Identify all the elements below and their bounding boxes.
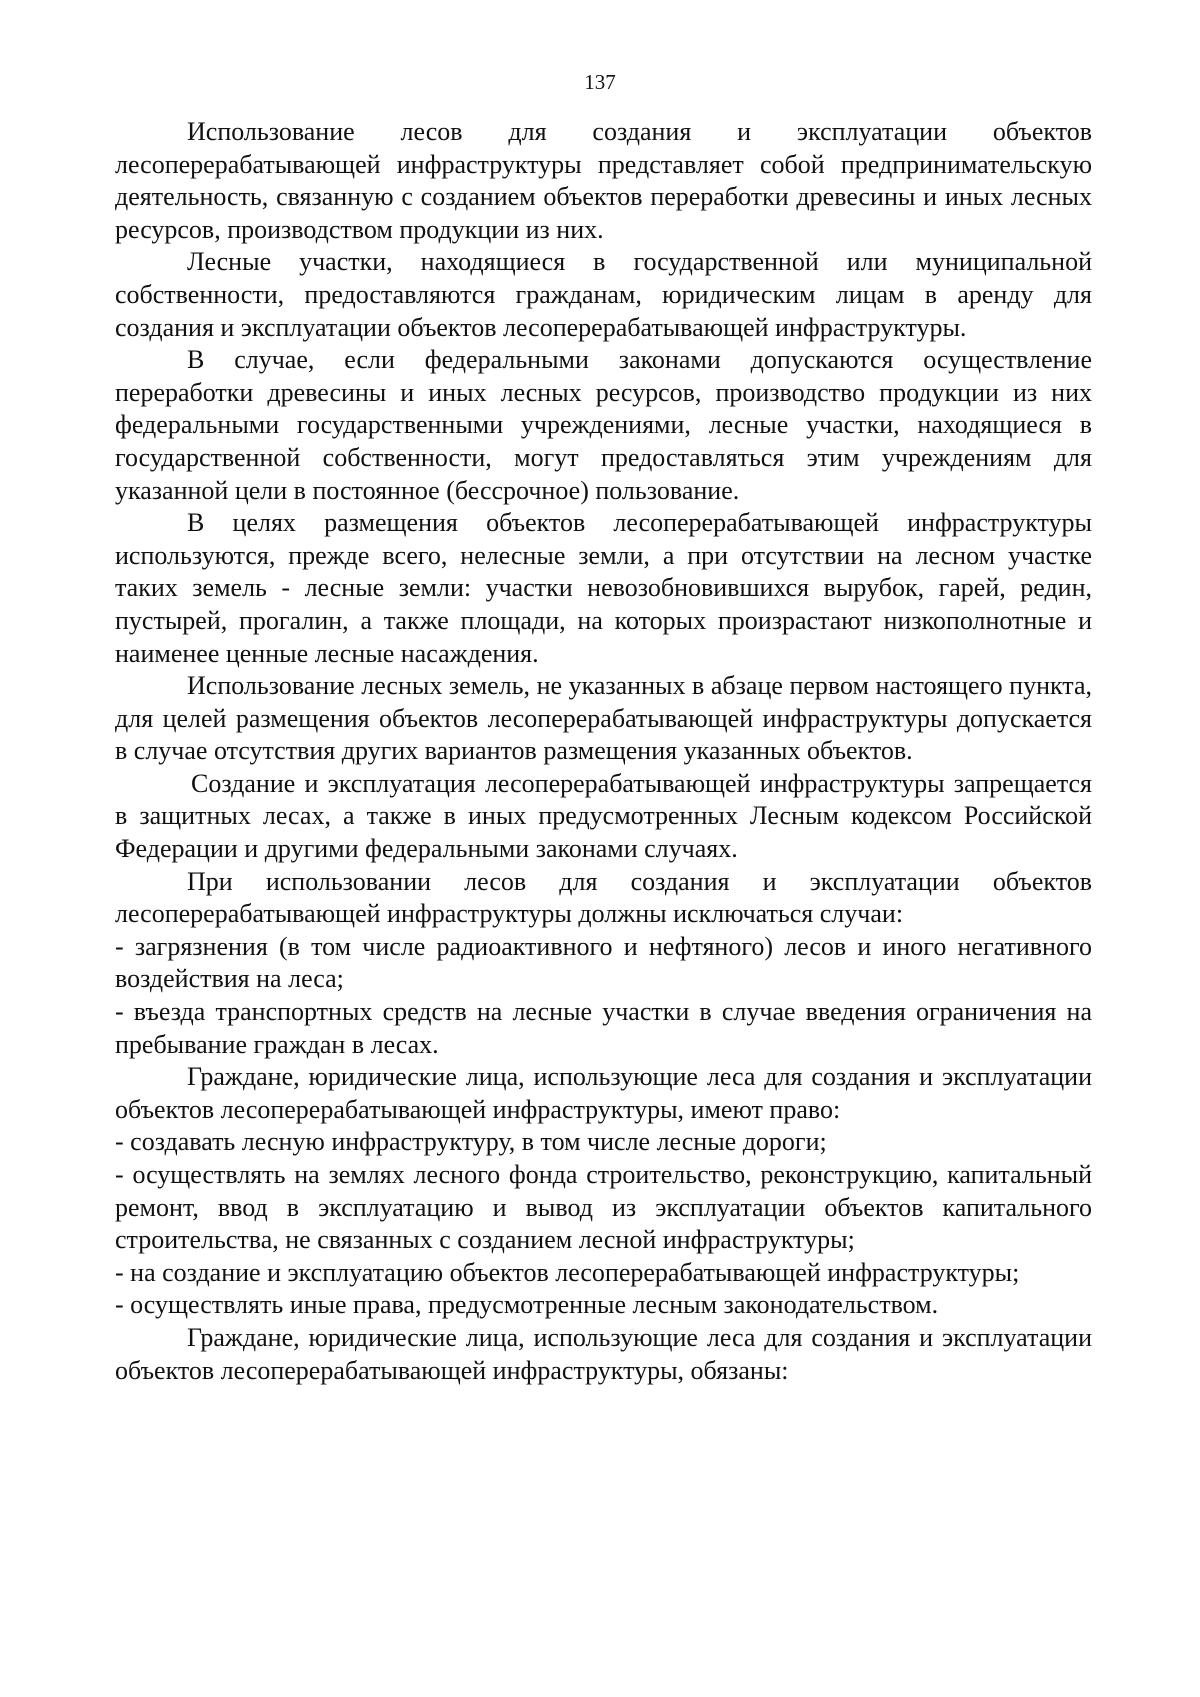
paragraph-obligations: Граждане, юридические лица, использующие леса для создания и эксплуатации объектов лесоперерабатывающей инфраструктуры, обязаны: (115, 1322, 1092, 1385)
paragraph-7: При использовании лесов для создания и эксплуатации объектов лесоперерабатывающей инфраструктуры должны исключаться случаи: (115, 866, 1092, 929)
paragraph-2: Лесные участки, находящиеся в государственной или муниципальной собственности, предоставляются гражданам, юридическим лицам в аренду для создания и эксплуатации объектов лесоперерабатывающей инфраструктуры. (115, 247, 1092, 342)
paragraph-6: Создание и эксплуатация лесоперерабатывающей инфраструктуры запрещается в защитных лесах, а также в иных предусмотренных Лесным кодексом Российской Федерации и другими федеральными законами случаях. (115, 768, 1092, 864)
paragraph-rights: Граждане, юридические лица, использующие леса для создания и эксплуатации объектов лесоперерабатывающей инфраструктуры, имеют право: (115, 1062, 1092, 1124)
list-item-construction: - осуществлять на землях лесного фонда строительство, реконструкцию, капитальный ремонт, ввод в эксплуатацию и вывод из эксплуатации объектов капитального строительства, не связанных с созданием лесной инфраструктуры; (115, 1160, 1092, 1255)
paragraph-3: В случае, если федеральными законами допускаются осуществление переработки древесины и иных лесных ресурсов, производство продукции из них федеральными государственными учреждениями, лесные участки, находящиеся в государственной собственности, могут предоставляться этим учреждениям для указанной цели в постоянное (бессрочное) пользование. (115, 345, 1092, 505)
paragraph-1: Использование лесов для создания и эксплуатации объектов лесоперерабатывающей инфраструктуры представляет собой предпринимательскую деятельность, связанную с созданием объектов переработки древесины и иных лесных ресурсов, производством продукции из них. (115, 117, 1092, 244)
paragraph-5: Использование лесных земель, не указанных в абзаце первом настоящего пункта, для целей размещения объектов лесоперерабатывающей инфраструктуры допускается в случае отсутствия других вариантов размещения указанных объектов. (115, 671, 1092, 766)
list-item-infrastructure: - создавать лесную инфраструктуру, в том числе лесные дороги; (115, 1127, 827, 1157)
document-body (115, 116, 1092, 1387)
list-item-processing: - на создание и эксплуатацию объектов лесоперерабатывающей инфраструктуры; (115, 1257, 1020, 1287)
page-number: 137 (584, 70, 616, 94)
list-item-pollution: - загрязнения (в том числе радиоактивного и нефтяного) лесов и иного негативного воздействия на леса; (115, 931, 1092, 994)
list-item-other-rights: - осуществлять иные права, предусмотренные лесным законодательством. (115, 1290, 939, 1320)
paragraph-4: В целях размещения объектов лесоперерабатывающей инфраструктуры используются, прежде всего, нелесные земли, а при отсутствии на лесном участке таких земель - лесные земли: участки невозобновившихся вырубок, гарей, редин, пустырей, прогалин, а также площади, на которых произрастают низкополнотные и наименее ценные лесные насаждения. (115, 508, 1092, 668)
list-item-vehicle-entry: - въезда транспортных средств на лесные участки в случае введения ограничения на пребывание граждан в лесах. (115, 997, 1092, 1059)
